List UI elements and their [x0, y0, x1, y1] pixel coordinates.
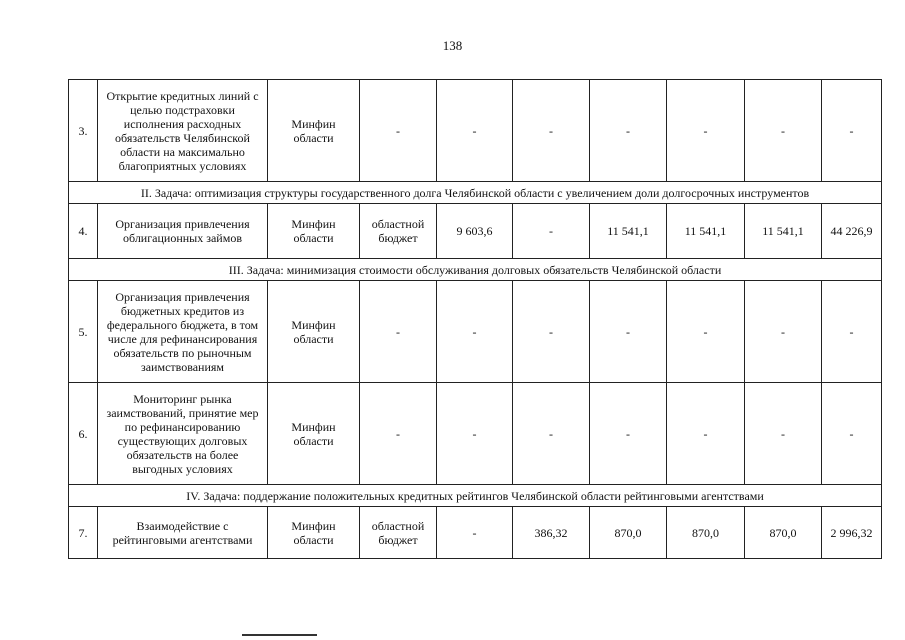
row-number: 6.: [69, 383, 98, 485]
task-header-row: [69, 259, 882, 281]
value-cell: -: [437, 507, 513, 559]
value-cell: -: [667, 383, 745, 485]
value-cell: 870,0: [667, 507, 745, 559]
table-row: [69, 204, 882, 259]
page-number: 138: [442, 38, 463, 53]
value-cell: 870,0: [745, 507, 822, 559]
value-cell: -: [590, 383, 667, 485]
activity-name: Открытие кредитных линий с целью подстраховки исполнения расходных обязательств Челябинской области на максимально благоприятных условиях: [98, 80, 268, 182]
value-cell: -: [745, 80, 822, 182]
value-cell: -: [745, 383, 822, 485]
table-row: [69, 383, 882, 485]
row-number: 3.: [69, 80, 98, 182]
total-cell: 2 996,32: [822, 507, 882, 559]
total-cell: -: [822, 281, 882, 383]
table-row: [69, 507, 882, 559]
total-cell: 44 226,9: [822, 204, 882, 259]
funding-source-cell: областной бюджет: [360, 507, 437, 559]
executor-cell: Минфин области: [268, 383, 360, 485]
executor-cell: Минфин области: [268, 80, 360, 182]
task-heading: III. Задача: минимизация стоимости обслуживания долговых обязательств Челябинской области: [69, 259, 882, 281]
value-cell: -: [513, 204, 590, 259]
total-cell: -: [822, 383, 882, 485]
activity-name: Мониторинг рынка заимствований, принятие мер по рефинансированию существующих долговых обязательств на более выгодных условиях: [98, 383, 268, 485]
bottom-edge-mark: [242, 634, 317, 640]
value-cell: -: [667, 80, 745, 182]
row-number: 5.: [69, 281, 98, 383]
table-row: [69, 281, 882, 383]
value-cell: -: [590, 281, 667, 383]
value-cell: 11 541,1: [745, 204, 822, 259]
funding-source-cell: областной бюджет: [360, 204, 437, 259]
program-activities-table: [68, 79, 882, 559]
value-cell: -: [513, 281, 590, 383]
executor-cell: Минфин области: [268, 507, 360, 559]
value-cell: 11 541,1: [667, 204, 745, 259]
funding-source-cell: -: [360, 281, 437, 383]
activity-name: Организация привлечения облигационных займов: [98, 204, 268, 259]
value-cell: 11 541,1: [590, 204, 667, 259]
value-cell: -: [590, 80, 667, 182]
task-header-row: [69, 182, 882, 204]
row-number: 7.: [69, 507, 98, 559]
task-heading: IV. Задача: поддержание положительных кредитных рейтингов Челябинской области рейтинговыми агентствами: [69, 485, 882, 507]
executor-cell: Минфин области: [268, 281, 360, 383]
activity-name: Организация привлечения бюджетных кредитов из федерального бюджета, в том числе для рефинансирования обязательств по рыночным заимствованиям: [98, 281, 268, 383]
executor-cell: Минфин области: [268, 204, 360, 259]
value-cell: 386,32: [513, 507, 590, 559]
funding-source-cell: -: [360, 80, 437, 182]
value-cell: 9 603,6: [437, 204, 513, 259]
value-cell: -: [437, 80, 513, 182]
task-header-row: [69, 485, 882, 507]
funding-source-cell: -: [360, 383, 437, 485]
value-cell: -: [513, 80, 590, 182]
value-cell: -: [437, 383, 513, 485]
value-cell: -: [745, 281, 822, 383]
value-cell: -: [437, 281, 513, 383]
value-cell: -: [667, 281, 745, 383]
activity-name: Взаимодействие с рейтинговыми агентствами: [98, 507, 268, 559]
task-heading: II. Задача: оптимизация структуры государственного долга Челябинской области с увеличением доли долгосрочных инструментов: [69, 182, 882, 204]
value-cell: -: [513, 383, 590, 485]
table-row: [69, 80, 882, 182]
row-number: 4.: [69, 204, 98, 259]
value-cell: 870,0: [590, 507, 667, 559]
total-cell: -: [822, 80, 882, 182]
